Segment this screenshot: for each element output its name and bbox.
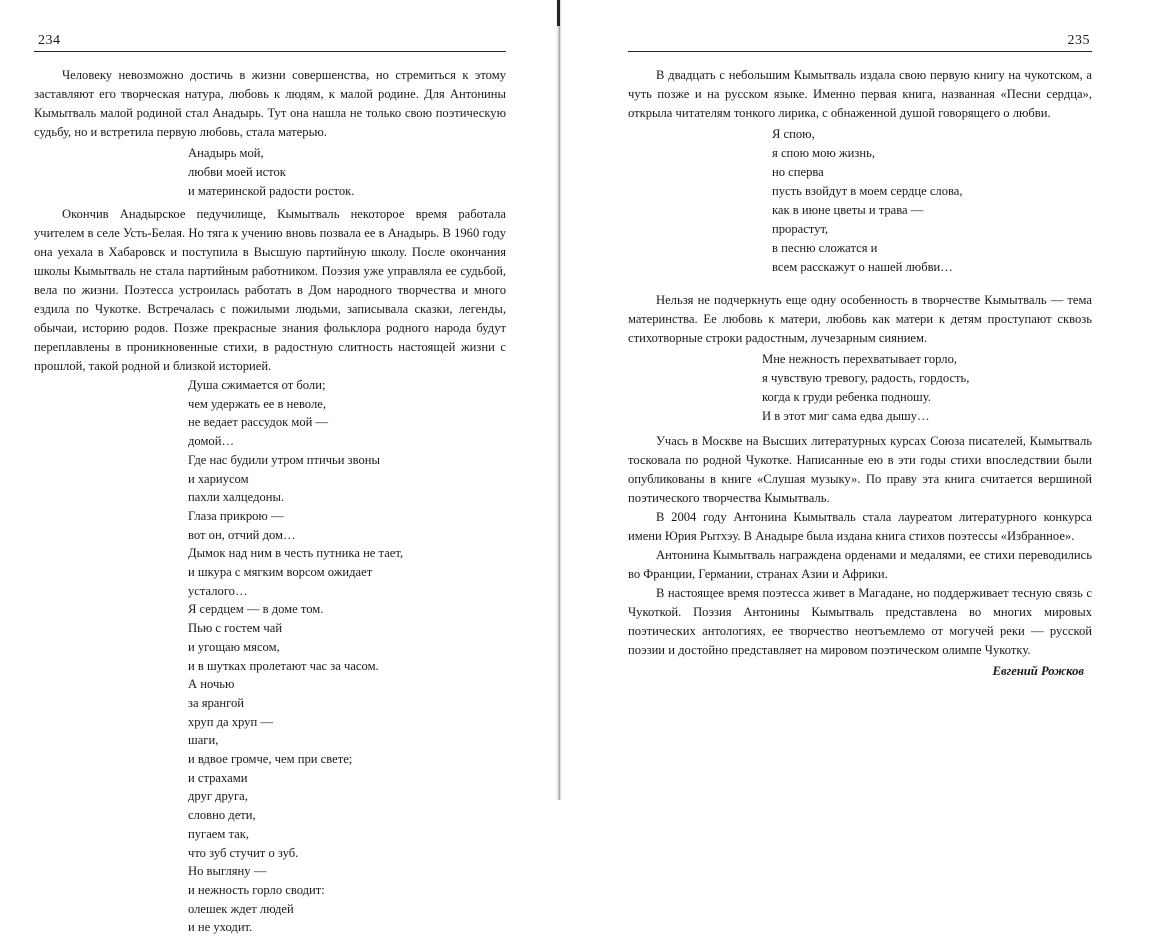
- poem-line: вот он, отчий дом…: [188, 527, 296, 542]
- poem-excerpt: [628, 350, 1092, 426]
- paragraph: Человеку невозможно достичь в жизни совершенства, но стремиться к этому заставляют его творческая натура, любовь к людям, к малой родине. Для Антонины Кымытваль малой родиной стал Анадырь. Тут она нашла не только свою поэтическую судьбу, но и встретила первую любовь, стала матерью.: [34, 68, 506, 139]
- poem-line: не ведает рассудок мой —: [188, 415, 329, 430]
- paragraph: Окончив Анадырское педучилище, Кымытваль некоторое время работала учителем в селе Усть-Белая. Но тяга к учению вновь позвала ее в Анадырь. В 1960 году она уехала в Хабаровск и поступила в Высшую партийную школу. После окончания школы Кымытваль не стала партийным работником. Поэзия уже управляла ее судьбой, вела по жизни. Поэтесса устроилась работать в Дом народного творчества и много ездила по Чукотке. Встречалась с пожилыми людьми, записывала сказки, легенды, обычаи, историю родов. Позже прекрасные знания фольклора родного народа будут переплавлены в проникновенные стихи, в радостную слитность настоящей жизни с прошлой, такой родной и близкой историей.: [34, 207, 506, 373]
- poem-line: друг друга,: [188, 789, 248, 804]
- poem-line: Но выгляну —: [188, 864, 267, 879]
- author-signature: Евгений Рожков: [992, 664, 1084, 678]
- poem-line: и хариусом: [188, 471, 249, 486]
- poem-line: Мне нежность перехватывает горло,: [762, 352, 958, 366]
- left-page: [34, 0, 506, 935]
- poem-line: за ярангой: [188, 695, 245, 710]
- right-page: [628, 0, 1092, 800]
- poem-line: Я спою,: [772, 127, 815, 141]
- poem-line: что зуб стучит о зуб.: [188, 845, 299, 860]
- page-number-left: 234: [38, 33, 61, 48]
- poem-excerpt: [34, 376, 506, 937]
- page-number-right: 235: [1067, 33, 1090, 48]
- poem-line: Пью с гостем чай: [188, 621, 283, 636]
- poem-line: хруп да хруп —: [188, 714, 273, 729]
- poem-line: И в этот миг сама едва дышу…: [762, 409, 930, 423]
- poem-line: всем расскажут о нашей любви…: [772, 260, 953, 274]
- poem-line: усталого…: [188, 583, 248, 598]
- poem-line: олешек ждет людей: [188, 901, 294, 916]
- header-rule-left: [34, 51, 506, 52]
- book-gutter: [556, 0, 562, 800]
- poem-line: Я сердцем — в доме том.: [188, 602, 324, 617]
- poem-line: и в шутках пролетают час за часом.: [188, 658, 379, 673]
- poem-line: я чувствую тревогу, радость, гордость,: [762, 371, 970, 385]
- poem-line: и угощаю мясом,: [188, 639, 280, 654]
- poem-line: Анадырь мой,: [188, 146, 264, 160]
- poem-line: Душа сжимается от боли;: [188, 378, 326, 392]
- poem-line: как в июне цветы и трава —: [772, 203, 924, 217]
- paragraph: В 2004 году Антонина Кымытваль стала лауреатом литературного конкурса имени Юрия Рытхэу. В Анадыре была издана книга стихов поэтессы «Избранное».: [628, 510, 1092, 543]
- poem-line: пусть взойдут в моем сердце слова,: [772, 184, 963, 198]
- paragraph: Нельзя не подчеркнуть еще одну особенность в творчестве Кымытваль — тема материнства. Ее любовь к матери, любовь как матери к детям проступают сквозь стихотворные строки радостным, лучезарным сиянием.: [628, 293, 1092, 345]
- poem-line: я спою мою жизнь,: [772, 146, 875, 160]
- poem-line: Глаза прикрою —: [188, 508, 284, 523]
- poem-line: шаги,: [188, 733, 219, 748]
- poem-line: домой…: [188, 434, 235, 449]
- poem-line: прорастут,: [772, 222, 829, 236]
- right-page-text: [628, 66, 1092, 681]
- poem-line: и не уходит.: [188, 920, 253, 935]
- poem-line: и шкура с мягким ворсом ожидает: [188, 565, 373, 580]
- poem-line: пахли халцедоны.: [188, 490, 285, 505]
- poem-line: А ночью: [188, 677, 235, 692]
- paragraph: В настоящее время поэтесса живет в Магадане, но поддерживает тесную связь с Чукоткой. Поэзия Антонины Кымытваль представлена во многих мировых поэтических антологиях, ее творчество неотъемлемо от могучей реки — русской поэзии и достойно представляет на мировом поэтическом олимпе Чукотку.: [628, 586, 1092, 657]
- poem-line: и вдвое громче, чем при свете;: [188, 752, 353, 767]
- poem-line: когда к груди ребенка подношу.: [762, 390, 931, 404]
- poem-line: чем удержать ее в неволе,: [188, 396, 326, 411]
- paragraph: Учась в Москве на Высших литературных курсах Союза писателей, Кымытваль тосковала по родной Чукотке. Написанные ею в эти годы стихи впоследствии были опубликованы в книге «Слушая музыку». По праву эта книга считается вершиной поэтического творчества Кымытваль.: [628, 434, 1092, 505]
- poem-line: словно дети,: [188, 808, 256, 823]
- header-rule-right: [628, 51, 1092, 52]
- poem-line: пугаем так,: [188, 826, 250, 841]
- poem-line: но сперва: [772, 165, 824, 179]
- paragraph: В двадцать с небольшим Кымытваль издала свою первую книгу на чукотском, а чуть позже и на русском языке. Именно первая книга, названная «Песни сердца», открыла читателям тонкого лирика, с обнаженной душой говорящего о любви.: [628, 68, 1092, 120]
- gutter-mark: [557, 0, 560, 26]
- left-page-text: [34, 66, 506, 941]
- poem-line: и материнской радости росток.: [188, 184, 355, 198]
- poem-excerpt: [628, 125, 1092, 277]
- poem-line: и страхами: [188, 770, 248, 785]
- poem-excerpt: [34, 144, 506, 201]
- poem-line: любви моей исток: [188, 165, 286, 179]
- paragraph: Антонина Кымытваль награждена орденами и медалями, ее стихи переводились во Франции, Германии, странах Азии и Африки.: [628, 548, 1092, 581]
- poem-line: в песню сложатся и: [772, 241, 878, 255]
- poem-line: и нежность горло сводит:: [188, 882, 325, 897]
- poem-line: Дымок над ним в честь путника не тает,: [188, 546, 404, 561]
- poem-line: Где нас будили утром птичьи звоны: [188, 452, 381, 467]
